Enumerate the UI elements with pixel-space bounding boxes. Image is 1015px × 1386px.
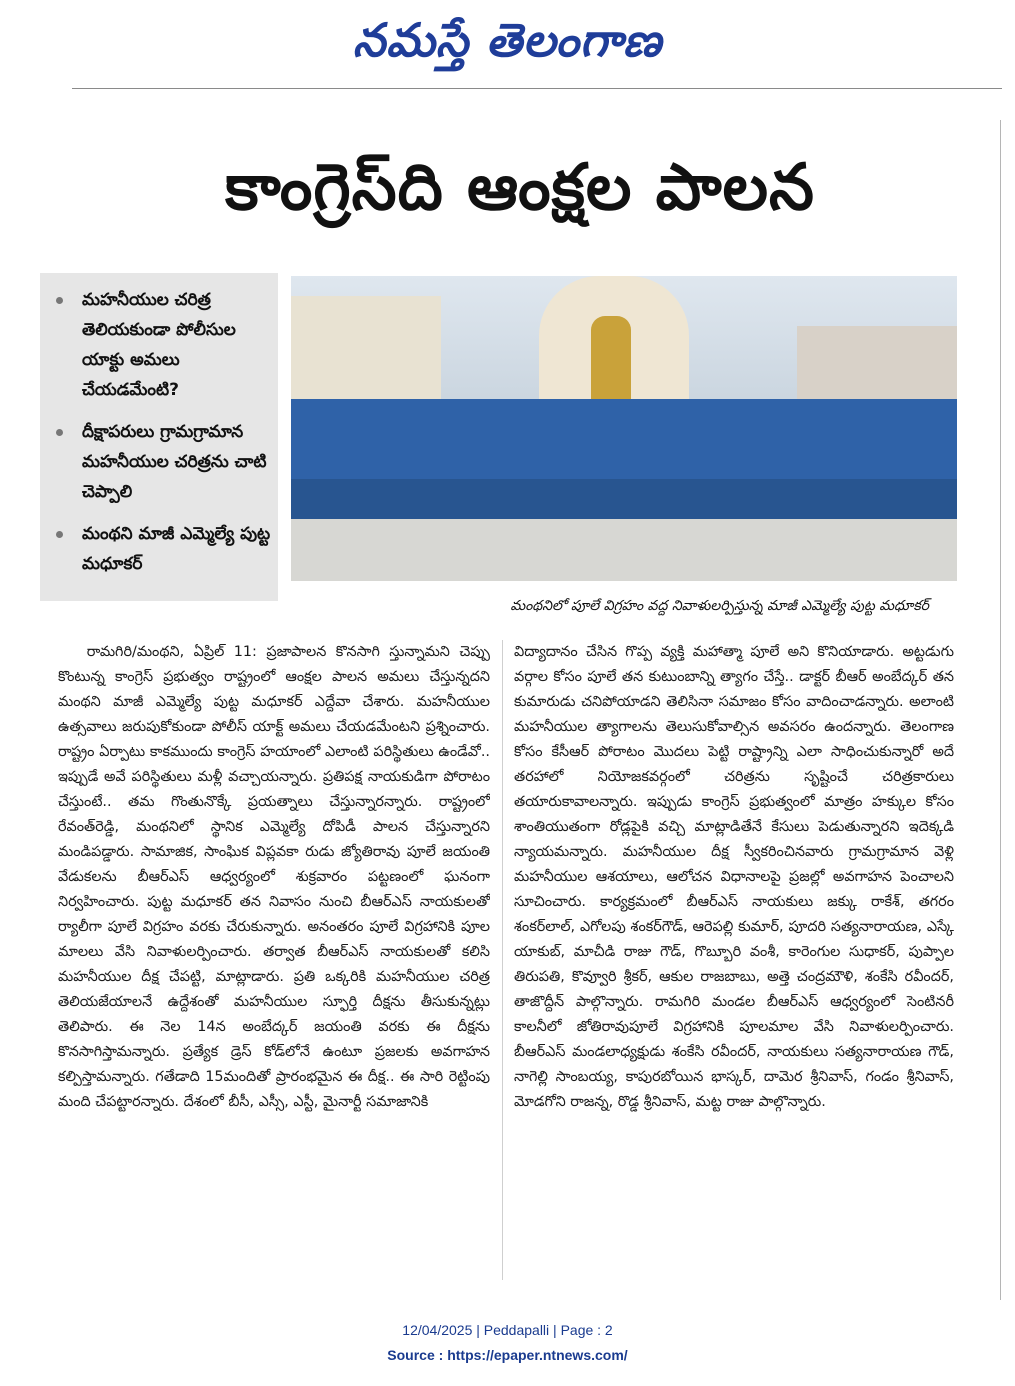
photo-ground xyxy=(291,519,957,581)
highlight-item xyxy=(54,417,272,507)
highlight-item xyxy=(54,285,272,405)
highlight-text: దీక్షాపరులు గ్రామగ్రామాన మహనీయుల చరిత్రను చాటి చెప్పాలి xyxy=(82,422,267,502)
article-headline: కాంగ్రెస్‌ది ఆంక్షల పాలన xyxy=(225,151,815,225)
highlights-list xyxy=(40,273,278,579)
photo-caption xyxy=(291,598,957,628)
bullet-icon xyxy=(56,531,63,538)
bullet-icon xyxy=(56,429,63,436)
article-paragraph: విద్యాదానం చేసిన గొప్ప వ్యక్తి మహాత్మా పూలే అని కొనియాడారు. అట్టడుగు వర్గాల కోసం పూలే తన కుటుంబాన్ని త్యాగం చేస్తే.. డాక్టర్ బీఆర్ అంబేద్కర్ తన కుమారుడు చనిపోయాడని తెలిసినా సమాజం కోసం వాదించాడన్నారు. అలాంటి మహనీయుల త్యాగాలను తెలుసుకోవాల్సిన అవసరం ఉందన్నారు. తెలంగాణ కోసం కేసీఆర్ పోరాటం మొదలు పెట్టి రాష్ట్రాన్ని ఎలా సాధించుకున్నారో అదే తరహాలో నియోజకవర్గంలో చరిత్రను సృష్టించే చరిత్రకారులు తయారుకావాలన్నారు. ఇప్పుడు కాంగ్రెస్ ప్రభుత్వంలో మాత్రం హక్కుల కోసం శాంతియుతంగా రోడ్లపైకి వచ్చి మాట్లాడితేనే కేసులు పెడుతున్నారని ఇదెక్కడి న్యాయమన్నారు. మహనీయుల దీక్ష స్వీకరించినవారు గ్రామగ్రామాన వెళ్లి మహనీయుల ఆశయాలు, ఆలోచన విధానాలపై ప్రజల్లో అవగాహన పెంచాలని సూచించారు. కార్యక్రమంలో బీఆర్‌ఎస్ నాయకులు జక్కు రాకేశ్, తగరం శంకర్‌లాల్, ఎగోలపు శంకర్‌గౌడ్, ఆరెపల్లి కుమార్, పూదరి సత్యనారాయణ, ఎస్కే యాకుబ్, మాచీడి రాజు గౌడ్, గొబ్బూరి వంశీ, కారెంగుల సుధాకర్, పుప్పాల తిరుపతి, కొవ్వూరి శ్రీకర్, ఆకుల రాజబాబు, అత్తె చంద్రమౌళి, శంకేసి రవీందర్, తాజొద్దీన్ పాల్గొన్నారు. రామగిరి మండల బీఆర్‌ఎస్ ఆధ్వర్యంలో సెంటినరీ కాలనీలో జోతిరావుపూలే విగ్రహానికి పూలమాల వేసి నివాళులర్పించారు. బీఆర్‌ఎస్ మండలాధ్యక్షుడు శంకేసి రవీందర్, నాయకులు సత్యనారాయణ గౌడ్, నాగెల్లి సాంబయ్య, కాపురబోయిన భాస్కర్, దామెర శ్రీనివాస్, గండం శ్రీనివాస్, మోడగోని రాజన్న, రొడ్డ శ్రీనివాస్, మట్ట రాజు పాల్గొన్నారు. xyxy=(514,644,954,1110)
highlight-text: మంథని మాజీ ఎమ్మెల్యే పుట్ట మధూకర్ xyxy=(82,524,271,574)
footer-date-edition: 12/04/2025 | Peddapalli | Page : 2 xyxy=(402,1322,613,1338)
footer-source: Source : https://epaper.ntnews.com/ xyxy=(387,1347,628,1363)
masthead-divider xyxy=(72,88,1002,89)
highlight-item xyxy=(54,519,272,579)
page-edge-rule xyxy=(1000,120,1001,1300)
article-column-2 xyxy=(514,640,954,1280)
bullet-icon xyxy=(56,297,63,304)
article-column-1 xyxy=(58,640,490,1280)
highlights-box xyxy=(40,273,278,601)
column-divider xyxy=(502,640,503,1280)
news-photo xyxy=(291,276,957,581)
photo-caption-text: మంథనిలో పూలే విగ్రహం వద్ద నివాళులర్పిస్తున్న మాజీ ఎమ్మెల్యే పుట్ట మధూకర్ xyxy=(510,598,929,614)
highlight-text: మహనీయుల చరిత్ర తెలియకుండా పోలీసుల యాక్టు అమలు చేయడమేంటి? xyxy=(82,290,236,400)
newspaper-masthead: నమస్తే తెలంగాణ xyxy=(352,13,663,67)
photo-crowd-front xyxy=(291,479,957,519)
article-paragraph: రామగిరి/మంథని, ఏప్రిల్ 11: ప్రజాపాలన కొనసాగి స్తున్నామని చెప్పు కొంటున్న కాంగ్రెస్ ప్రభుత్వం రాష్ట్రంలో ఆంక్షల పాలన అమలు చేస్తున్నదని మంథని మాజీ ఎమ్మెల్యే పుట్ట మధూకర్ ఎద్దేవా చేశారు. మహనీయుల ఉత్సవాలు జరుపుకోకుండా పోలీస్ యాక్ట్ అమలు చేయడమేంటని ప్రశ్నించారు. రాష్ట్రం ఏర్పాటు కాకముందు కాంగ్రెస్ హయాంలో ఎలాంటి పరిస్థితులు ఉండేవో.. ఇప్పుడే అవే పరిస్థితులు మళ్లీ వచ్చాయన్నారు. ప్రతిపక్ష నాయకుడిగా పోరాటం చేస్తుంటే.. తమ గొంతునొక్కే ప్రయత్నాలు చేస్తున్నారన్నారు. రాష్ట్రంలో రేవంత్‌రెడ్డి, మంథనిలో స్థానిక ఎమ్మెల్యే దోపిడీ పాలన చేస్తున్నారని మండిపడ్డారు. సామాజిక, సాంఘిక విప్లవకా రుడు జ్యోతిరావు పూలే జయంతి వేడుకలను బీఆర్‌ఎస్ ఆధ్వర్యంలో శుక్రవారం పట్టణంలో ఘనంగా నిర్వహించారు. పుట్ట మధూకర్ తన నివాసం నుంచి బీఆర్‌ఎస్ నాయకులతో ర్యాలీగా పూలే విగ్రహం వరకు చేరుకున్నారు. అనంతరం పూలే విగ్రహానికి పూల మాలలు వేసి నివాళులర్పించారు. తర్వాత బీఆర్‌ఎస్ నాయకులతో కలిసి మహనీయుల దీక్ష చేపట్టి, మాట్లాడారు. ప్రతి ఒక్కరికి మహనీయుల చరిత్ర తెలియజేయాలనే ఉద్దేశంతో మహనీయుల స్ఫూర్తి దీక్షను తీసుకున్నట్లు తెలిపారు. ఈ నెల 14న అంబేద్కర్ జయంతి వరకు ఈ దీక్షను కొనసాగిస్తామన్నారు. ప్రత్యేక డ్రెస్ కోడ్‌లోనే ఉంటూ ప్రజలకు అవగాహన కల్పిస్తామన్నారు. గతేడాది 15మందితో ప్రారంభమైన ఈ దీక్ష.. ఈ సారి రెట్టింపు మంది చేపట్టారన్నారు. దేశంలో బీసీ, ఎస్సీ, ఎస్టీ, మైనార్టీ సమాజానికి xyxy=(58,644,490,1110)
